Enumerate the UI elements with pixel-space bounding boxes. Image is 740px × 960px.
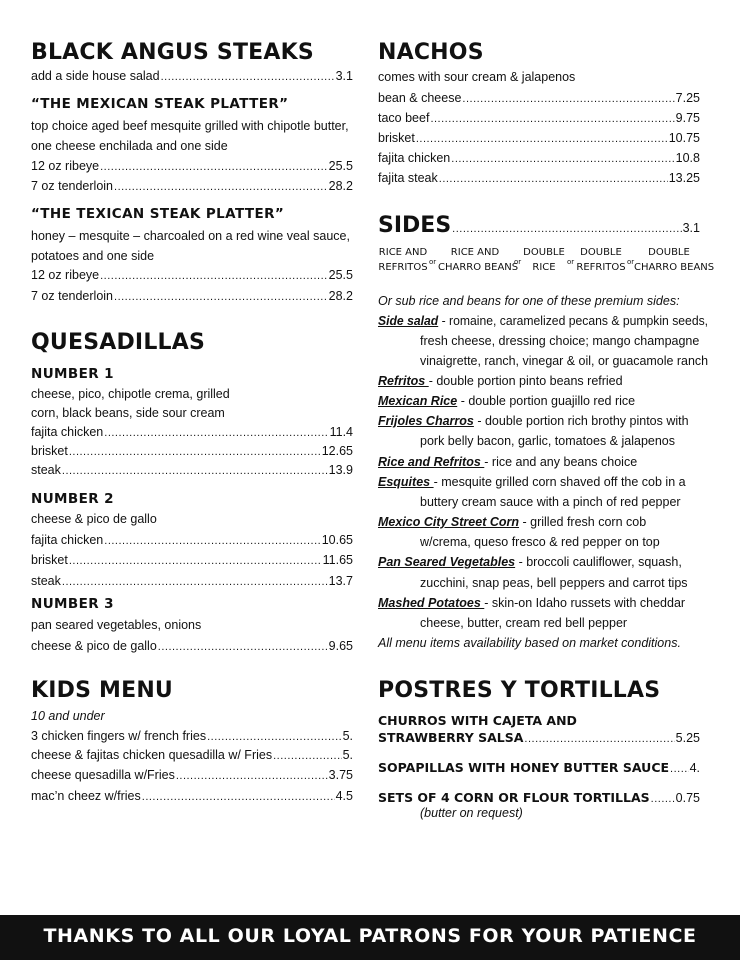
premium-side-pan-seared-vegetables: Pan Seared Vegetables - broccoli cauliflower, squash, xyxy=(378,555,682,569)
menu-item: 12 oz ribeye ..... 25.5 xyxy=(31,156,353,177)
mexican-platter-heading: “THE MEXICAN STEAK PLATTER” xyxy=(31,96,289,112)
number-3-heading: NUMBER 3 xyxy=(31,596,114,612)
premium-sides-note: Or sub rice and beans for one of these premium sides: xyxy=(378,294,680,308)
premium-side-desc: w/crema, queso fresco & red pepper on top xyxy=(420,535,660,549)
premium-side-desc: fresh cheese, dressing choice; mango champagne xyxy=(420,334,700,348)
or-label: or xyxy=(429,258,437,266)
premium-side-desc: pork belly bacon, garlic, tomatoes & jalapenos xyxy=(420,434,676,448)
side-option: DOUBLE RICE xyxy=(523,247,565,273)
sides-heading-row: SIDES ..... 3.1 xyxy=(378,212,700,243)
menu-item-side-salad-addon: add a side house salad ..... 3.1 xyxy=(31,66,353,87)
menu-item-churros: STRAWBERRY SALSA ..... 5.25 xyxy=(378,728,700,749)
menu-item: brisket ..... 12.65 xyxy=(31,441,353,462)
premium-side-desc: cheese, butter, cream red bell pepper xyxy=(420,616,628,630)
premium-side-desc: buttery cream sauce with a pinch of red pepper xyxy=(420,495,681,509)
menu-item: cheese & fajitas chicken quesadilla w/ Fries ..... 5. xyxy=(31,745,353,766)
premium-side-mashed-potatoes: Mashed Potatoes - skin-on Idaho russets with cheddar xyxy=(378,596,686,610)
nachos-note: comes with sour cream & jalapenos xyxy=(378,70,576,84)
menu-item: taco beef ..... 9.75 xyxy=(378,108,700,129)
premium-side-desc: zucchini, snap peas, bell peppers and carrot tips xyxy=(420,576,688,590)
menu-item: fajita steak ..... 13.25 xyxy=(378,168,700,189)
menu-item: 7 oz tenderloin ..... 28.2 xyxy=(31,176,353,197)
number-1-desc: cheese, pico, chipotle crema, grilled xyxy=(31,387,230,401)
number-1-desc-2: corn, black beans, side sour cream xyxy=(31,406,225,420)
menu-item: steak ..... 13.7 xyxy=(31,571,353,592)
churros-name: CHURROS WITH CAJETA AND xyxy=(378,713,577,728)
steaks-heading: BLACK ANGUS STEAKS xyxy=(31,40,314,65)
menu-item: 3 chicken fingers w/ french fries ..... 5. xyxy=(31,726,353,747)
availability-note: All menu items availability based on market conditions. xyxy=(378,636,681,650)
premium-side-street-corn: Mexico City Street Corn - grilled fresh corn cob xyxy=(378,515,647,529)
premium-side-rice-and-refritos: Rice and Refritos - rice and any beans choice xyxy=(378,455,638,469)
menu-item: fajita chicken ..... 11.4 xyxy=(31,422,353,443)
menu-item: brisket ..... 10.75 xyxy=(378,128,700,149)
menu-item: bean & cheese ..... 7.25 xyxy=(378,88,700,109)
menu-item: mac’n cheez w/fries ..... 4.5 xyxy=(31,786,353,807)
tortillas-note: (butter on request) xyxy=(420,806,523,820)
premium-side-side-salad: Side salad - romaine, caramelized pecans & pumpkin seeds, xyxy=(378,314,709,328)
or-label: or xyxy=(567,258,575,266)
side-option: RICE AND REFRITOS xyxy=(378,247,428,273)
nachos-heading: NACHOS xyxy=(378,40,484,65)
premium-side-esquites: Esquites - mesquite grilled corn shaved off the cob in a xyxy=(378,475,686,489)
side-option: DOUBLE REFRITOS xyxy=(576,247,626,273)
footer-message: THANKS TO ALL OUR LOYAL PATRONS FOR YOUR PATIENCE xyxy=(43,925,697,947)
kids-menu-heading: KIDS MENU xyxy=(31,678,173,703)
kids-age-note: 10 and under xyxy=(31,709,105,723)
menu-item-tortillas: SETS OF 4 CORN OR FLOUR TORTILLAS ..... 0.75 xyxy=(378,788,700,809)
mexican-platter-desc: top choice aged beef mesquite grilled with chipotle butter, xyxy=(31,119,349,133)
premium-side-refritos: Refritos - double portion pinto beans refried xyxy=(378,374,623,388)
menu-item: 12 oz ribeye ..... 25.5 xyxy=(31,265,353,286)
menu-item: cheese & pico de gallo ..... 9.65 xyxy=(31,636,353,657)
mexican-platter-desc-2: one cheese enchilada and one side xyxy=(31,139,228,153)
number-2-desc: cheese & pico de gallo xyxy=(31,512,157,526)
menu-item-sopapillas: SOPAPILLAS WITH HONEY BUTTER SAUCE ..... 4. xyxy=(378,758,700,779)
premium-side-mexican-rice: Mexican Rice - double portion guajillo red rice xyxy=(378,394,636,408)
premium-side-frijoles-charros: Frijoles Charros - double portion rich brothy pintos with xyxy=(378,414,689,428)
or-label: or xyxy=(514,258,522,266)
texican-platter-desc: honey – mesquite – charcoaled on a red wine veal sauce, xyxy=(31,229,350,243)
menu-item: 7 oz tenderloin ..... 28.2 xyxy=(31,286,353,307)
menu-item: fajita chicken ..... 10.8 xyxy=(378,148,700,169)
menu-item: steak ..... 13.9 xyxy=(31,460,353,481)
number-1-heading: NUMBER 1 xyxy=(31,366,114,382)
postres-heading: POSTRES Y TORTILLAS xyxy=(378,678,661,703)
premium-side-desc: vinaigrette, ranch, vinegar & oil, or guacamole ranch xyxy=(420,354,709,368)
texican-platter-desc-2: potatoes and one side xyxy=(31,249,155,263)
menu-item: brisket ..... 11.65 xyxy=(31,550,353,571)
number-2-heading: NUMBER 2 xyxy=(31,491,114,507)
side-option: DOUBLE CHARRO BEANS xyxy=(634,247,715,273)
sides-options xyxy=(378,245,715,279)
quesadillas-heading: QUESADILLAS xyxy=(31,330,206,355)
footer-banner xyxy=(0,915,740,960)
side-option: RICE AND CHARRO BEANS xyxy=(438,247,519,273)
texican-platter-heading: “THE TEXICAN STEAK PLATTER” xyxy=(31,206,285,222)
menu-item: fajita chicken ..... 10.65 xyxy=(31,530,353,551)
menu-item: cheese quesadilla w/Fries ..... 3.75 xyxy=(31,765,353,786)
number-3-desc: pan seared vegetables, onions xyxy=(31,618,202,632)
or-label: or xyxy=(627,258,635,266)
